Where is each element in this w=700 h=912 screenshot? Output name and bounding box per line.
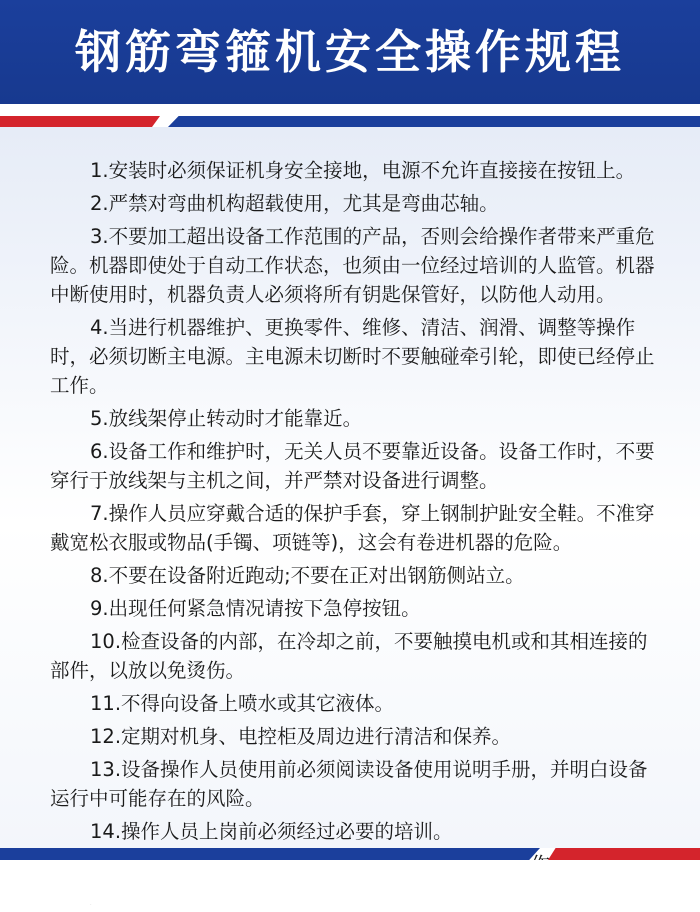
rule-item-2: 2.严禁对弯曲机构超载使用，尤其是弯曲芯轴。 — [90, 192, 499, 215]
rule-item-11: 11.不得向设备上喷水或其它液体。 — [90, 692, 395, 715]
rules-list — [50, 156, 660, 912]
blue-accent-stripe-top — [168, 116, 700, 127]
footer-band — [0, 860, 700, 904]
rule-item-1: 1.安装时必须保证机身安全接地，电源不允许直接接在按钮上。 — [90, 159, 636, 182]
rule-item-6: 6.设备工作和维护时，无关人员不要靠近设备。设备工作时，不要穿行于放线架与主机之间，并严禁对设备进行调整。 — [50, 440, 655, 492]
rule-item-13: 13.设备操作人员使用前必须阅读设备使用说明手册，并明白设备运行中可能存在的风险。 — [50, 758, 648, 810]
page-title: 钢筋弯箍机安全操作规程 — [75, 25, 625, 79]
rule-item-10: 10.检查设备的内部，在冷却之前，不要触摸电机或和其相连接的部件，以放以免烫伤。 — [50, 630, 648, 682]
blue-accent-stripe-bottom — [0, 848, 540, 860]
header-divider — [0, 104, 700, 116]
rule-item-3: 3.不要加工超出设备工作范围的产品，否则会给操作者带来严重危险。机器即使处于自动工作状态，也须由一位经过培训的人监管。机器中断使用时，机器负责人必须将所有钥匙保管好，以防他人动用。 — [50, 225, 655, 306]
red-accent-stripe-top — [0, 116, 160, 127]
rule-item-14: 14.操作人员上岗前必须经过必要的培训。 — [90, 820, 453, 843]
rule-item-5: 5.放线架停止转动时才能靠近。 — [90, 407, 363, 430]
red-accent-stripe-bottom — [548, 848, 700, 860]
header-banner — [0, 0, 700, 104]
rule-item-8: 8.不要在设备附近跑动;不要在正对出钢筋侧站立。 — [90, 564, 525, 587]
rule-item-7: 7.操作人员应穿戴合适的保护手套，穿上钢制护趾安全鞋。不准穿戴宽松衣服或物品(手镯、项链等)，这会有卷进机器的危险。 — [50, 502, 655, 554]
rule-item-12: 12.定期对机身、电控柜及周边进行清洁和保养。 — [90, 725, 512, 748]
rule-item-4: 4.当进行机器维护、更换零件、维修、清洁、润滑、调整等操作时，必须切断主电源。主电源未切断时不要触碰牵引轮，即使已经停止工作。 — [50, 316, 655, 397]
rule-item-9: 9.出现任何紧急情况请按下急停按钮。 — [90, 597, 421, 620]
